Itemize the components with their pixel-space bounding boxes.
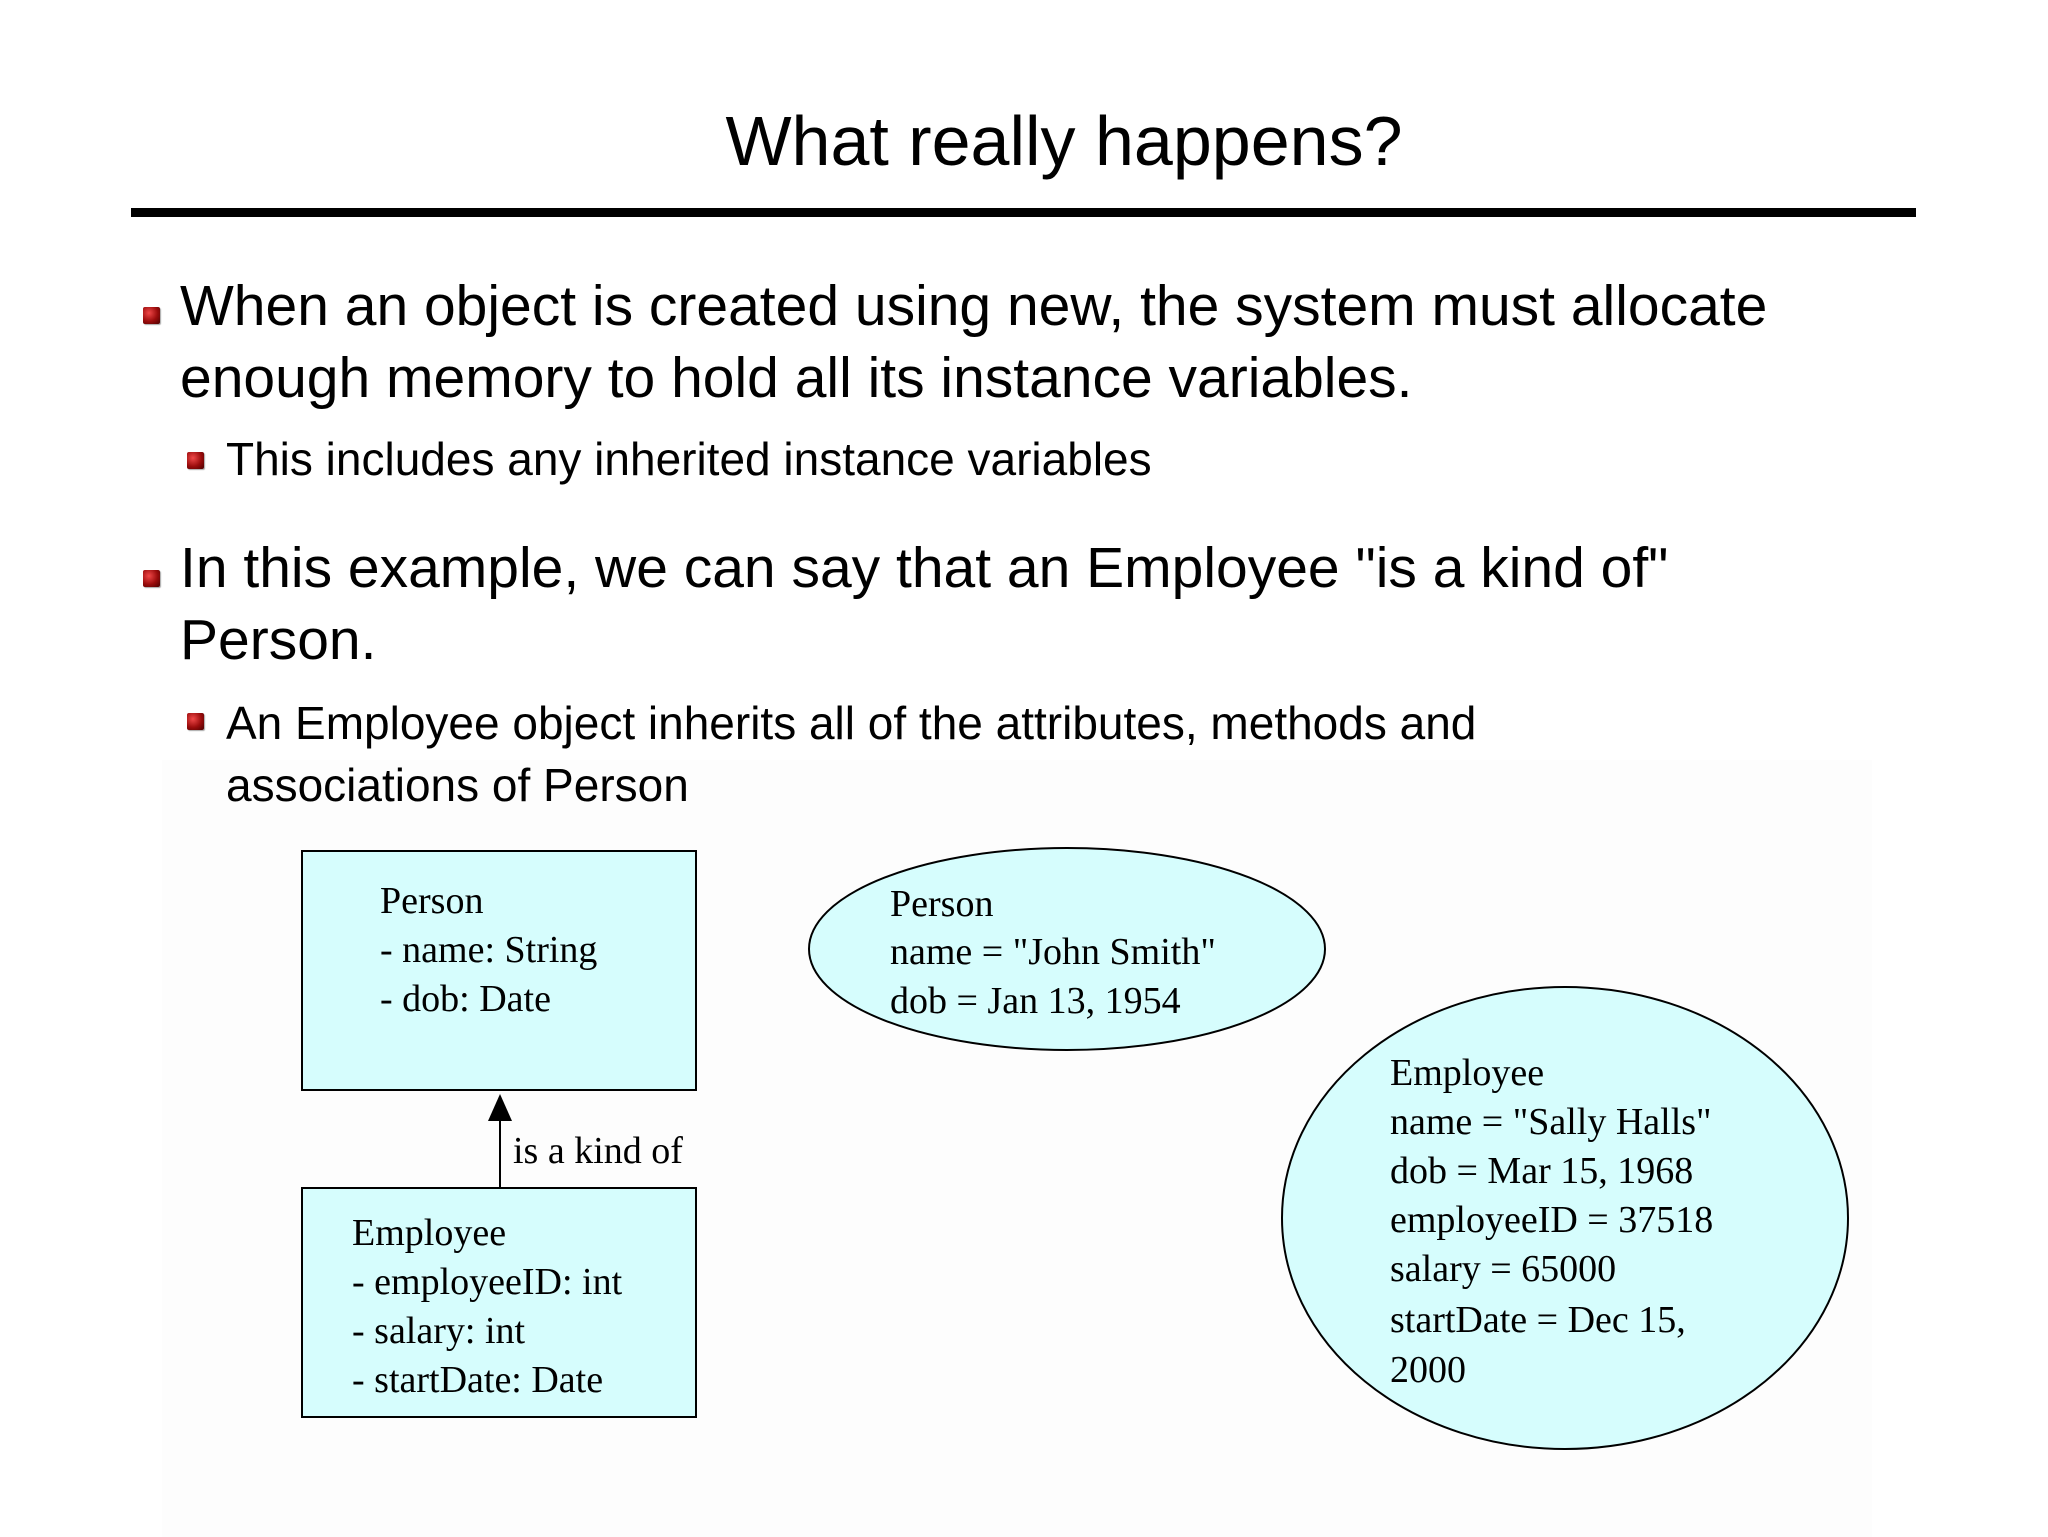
- employee-object-line: employeeID = 37518: [1390, 1199, 1714, 1241]
- employee-object-line: salary = 65000: [1390, 1248, 1617, 1290]
- employee-object-line: dob = Mar 15, 1968: [1390, 1150, 1694, 1192]
- bullet-2-text: In this example, we can say that an Employee "is a kind of" Person.: [180, 536, 1669, 672]
- arrowhead-icon: [488, 1094, 512, 1121]
- employee-object-line: 2000: [1390, 1349, 1466, 1391]
- person-object-line: Person: [890, 883, 994, 925]
- employee-class-attribute: - employeeID: int: [352, 1261, 623, 1303]
- person-class-attribute: - name: String: [380, 929, 598, 971]
- bullet-1-text: When an object is created using new, the system must allocate enough memory to hold all its instance variables.: [180, 274, 1768, 410]
- bullet-1-subitem: This includes any inherited instance variables: [226, 433, 1152, 485]
- person-class-name: Person: [380, 880, 484, 922]
- employee-object-line: startDate = Dec 15,: [1390, 1299, 1686, 1341]
- person-class-attribute: - dob: Date: [380, 978, 551, 1020]
- employee-class-attribute: - startDate: Date: [352, 1359, 604, 1401]
- slide-title: What really happens?: [725, 102, 1403, 180]
- employee-object-line: Employee: [1390, 1052, 1545, 1094]
- employee-class-attribute: - salary: int: [352, 1310, 526, 1352]
- employee-object-line: name = "Sally Halls": [1390, 1101, 1712, 1143]
- relationship-label: is a kind of: [513, 1130, 683, 1172]
- person-object-line: name = "John Smith": [890, 931, 1216, 973]
- person-object-line: dob = Jan 13, 1954: [890, 980, 1181, 1022]
- bullet-2-subitem: An Employee object inherits all of the attributes, methods and associations of Person: [226, 697, 1477, 811]
- employee-class-name: Employee: [352, 1212, 507, 1254]
